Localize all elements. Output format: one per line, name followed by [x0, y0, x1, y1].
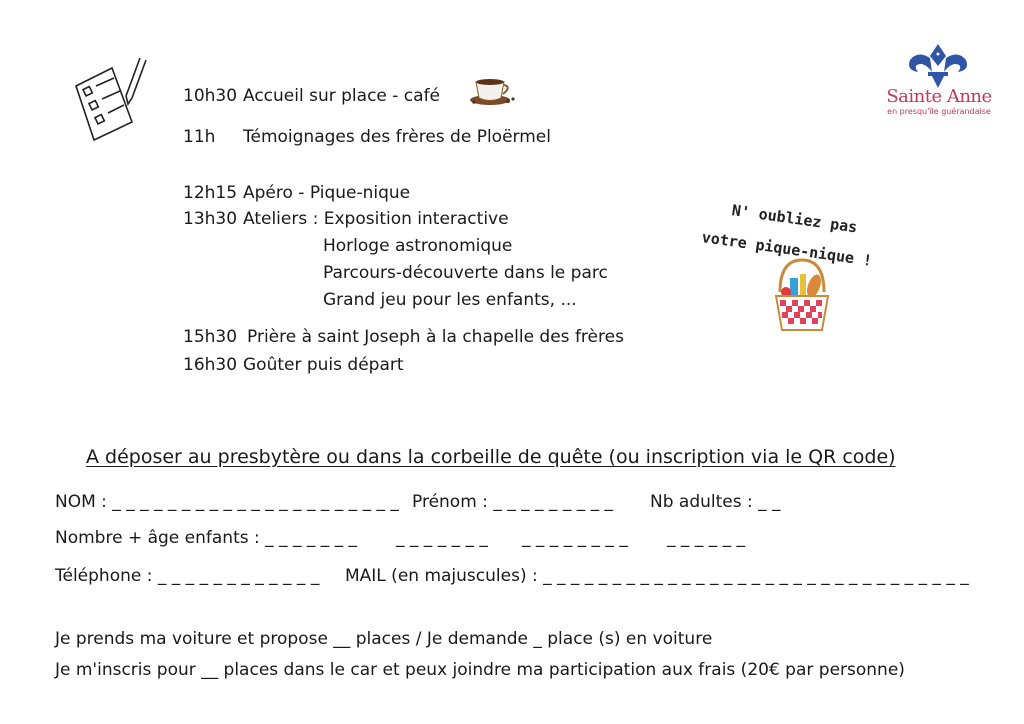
schedule-activity-temoignages: Témoignages des frères de Ploërmel — [243, 127, 551, 147]
schedule-time-1215: 12h15 — [183, 183, 238, 203]
schedule-time-1530: 15h30 — [183, 327, 238, 347]
mail-field[interactable]: MAIL (en majuscules) : _ _ _ _ _ _ _ _ _ _ _ _ _ _ _ _ _ _ _ _ _ _ _ _ _ _ _ _ _ _ _ — [345, 566, 969, 586]
reminder-line-2: votre pique-nique ! — [700, 228, 874, 270]
coffee-cup-icon — [468, 70, 516, 108]
schedule-activity-accueil: Accueil sur place - café — [243, 86, 441, 106]
form-title: A déposer au presbytère ou dans la corbeille de quête (ou inscription via le QR code) — [86, 446, 896, 468]
schedule-time-1630: 16h30 — [183, 355, 238, 375]
fleur-de-lys-logo-icon — [902, 42, 974, 90]
enfants-field-4[interactable]: _ _ _ _ _ _ — [667, 528, 746, 548]
telephone-field[interactable]: Téléphone : _ _ _ _ _ _ _ _ _ _ _ _ — [55, 566, 320, 586]
schedule-activity-grand-jeu: Grand jeu pour les enfants, ... — [323, 290, 577, 310]
enfants-field[interactable]: Nombre + âge enfants : _ _ _ _ _ _ _ — [55, 528, 358, 548]
schedule-activity-priere: Prière à saint Joseph à la chapelle des frères — [247, 327, 624, 347]
schedule-activity-apero: Apéro - Pique-nique — [243, 183, 411, 203]
voiture-line[interactable]: Je prends ma voiture et propose __ places / Je demande _ place (s) en voiture — [55, 629, 713, 649]
car-line[interactable]: Je m'inscris pour __ places dans le car et peux joindre ma participation aux frais (20€ par personne) — [55, 660, 905, 680]
reminder-line-1: N' oubliez pas — [730, 201, 859, 237]
picnic-basket-icon — [770, 256, 834, 336]
logo-subtitle: en presqu'île guérandaise — [887, 107, 991, 116]
enfants-field-2[interactable]: _ _ _ _ _ _ _ — [396, 528, 488, 548]
schedule-activity-gouter: Goûter puis départ — [243, 355, 404, 375]
nb-adultes-field[interactable]: Nb adultes : _ _ — [650, 492, 781, 512]
schedule-time-1330: 13h30 — [183, 209, 238, 229]
schedule-time-11h: 11h — [183, 127, 216, 147]
checklist-icon — [70, 52, 160, 142]
logo-name: Sainte Anne — [886, 86, 992, 107]
nom-field[interactable]: NOM : _ _ _ _ _ _ _ _ _ _ _ _ _ _ _ _ _ _ _ _ _ — [55, 492, 399, 512]
enfants-field-3[interactable]: _ _ _ _ _ _ _ _ — [522, 528, 628, 548]
schedule-activity-horloge: Horloge astronomique — [323, 236, 513, 256]
schedule-activity-parcours: Parcours-découverte dans le parc — [323, 263, 608, 283]
prenom-field[interactable]: Prénom : _ _ _ _ _ _ _ _ _ — [412, 492, 614, 512]
schedule-time-1030: 10h30 — [183, 86, 238, 106]
schedule-activity-ateliers: Ateliers : Exposition interactive — [243, 209, 509, 229]
